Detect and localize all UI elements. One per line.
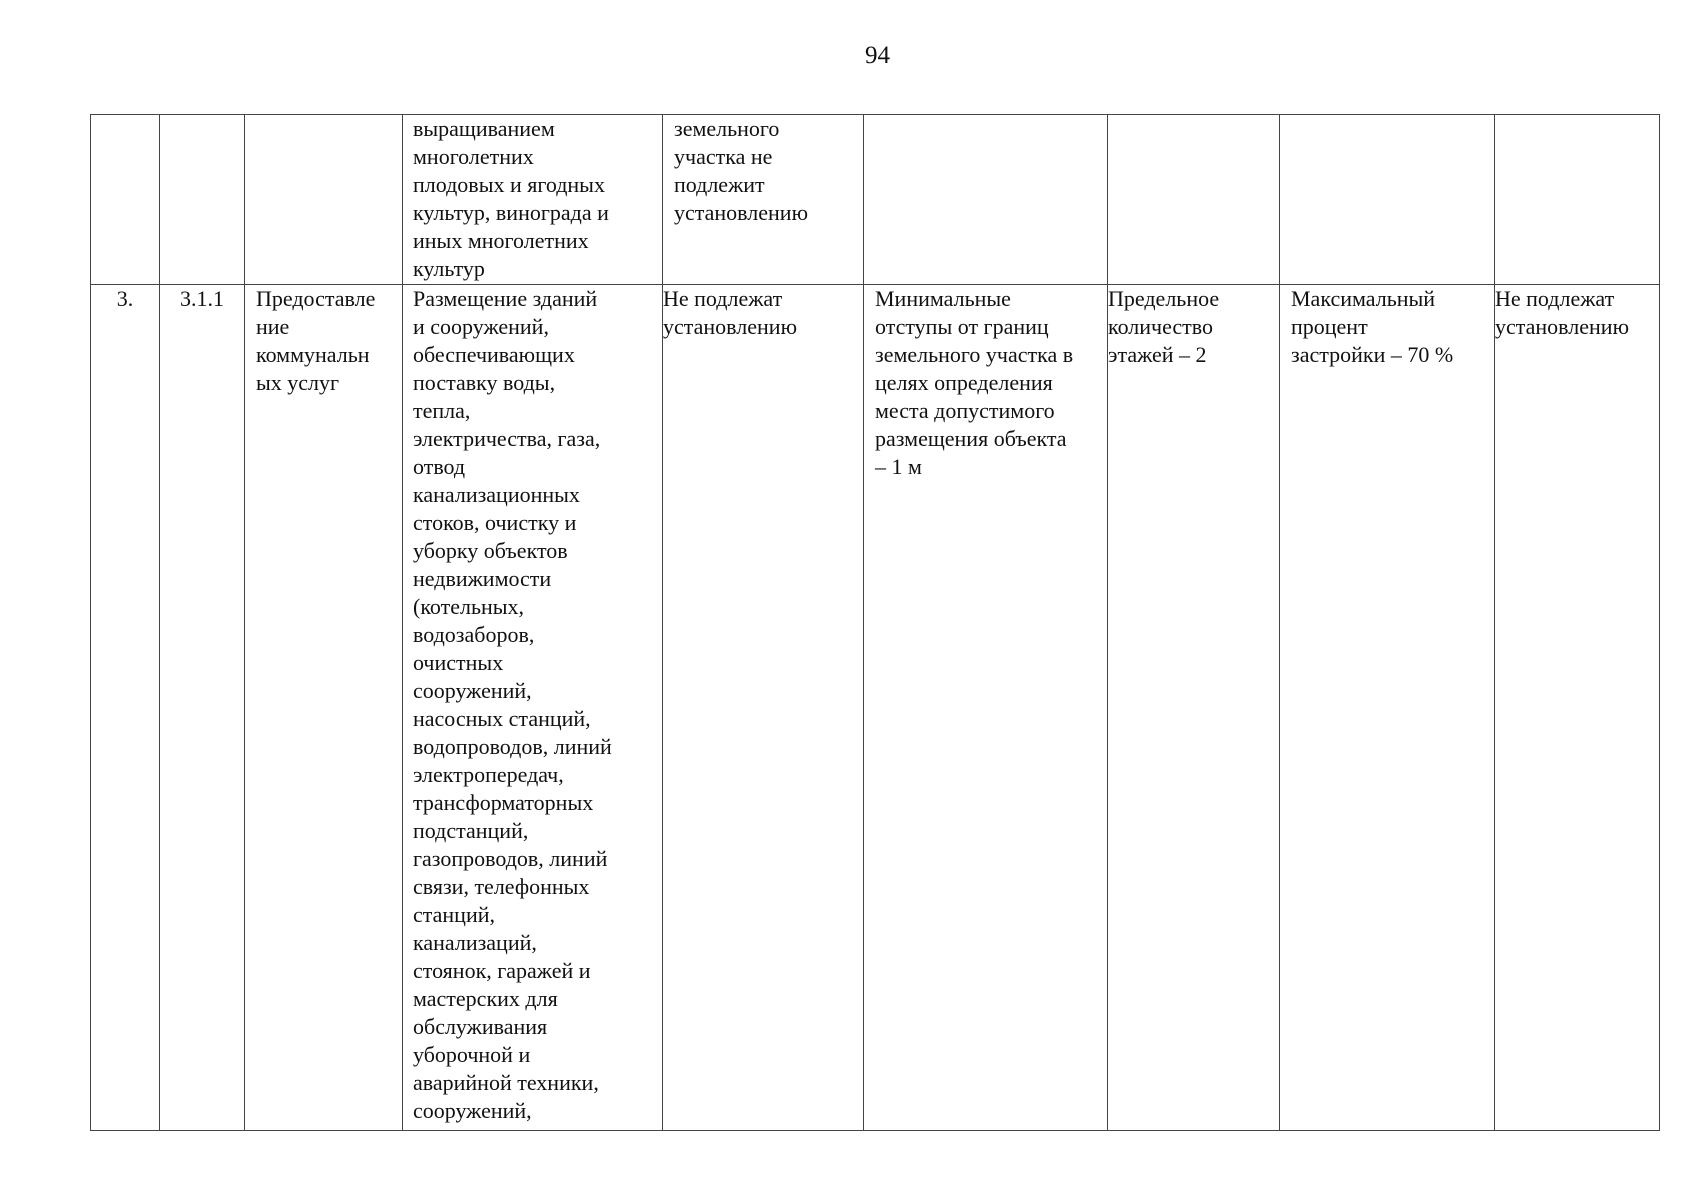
area-cell: Не подлежат установлению	[663, 285, 864, 1131]
coverage-cell	[1280, 115, 1495, 285]
setbacks-cell	[864, 115, 1108, 285]
page-number: 94	[865, 42, 890, 69]
code-cell: 3.1.1	[160, 285, 245, 1131]
description-cell: выращиванием многолетних плодовых и ягодных культур, винограда и иных многолетних культур	[403, 115, 663, 285]
row-number-cell: 3.	[91, 285, 160, 1131]
floors-cell: Предельное количество этажей – 2	[1108, 285, 1280, 1131]
description-cell: Размещение зданий и сооружений, обеспечивающих поставку воды, тепла, электричества, газа, отвод канализационных стоков, очистку и уборку объектов недвижимости (котельных, водозаборов, очистных сооружений, насосных станций, водопроводов, линий электропередач, трансформаторных подстанций, газопроводов, линий связи, телефонных станций, канализаций, стоянок, гаражей и мастерских для обслуживания уборочной и аварийной техники, сооружений,	[403, 285, 663, 1131]
table-row	[91, 115, 1660, 285]
table-row	[91, 285, 1660, 1131]
row-number-cell	[91, 115, 160, 285]
setbacks-cell: Минимальные отступы от границ земельного участка в целях определения места допустимого размещения объекта – 1 м	[864, 285, 1108, 1131]
floors-cell	[1108, 115, 1280, 285]
other-cell	[1495, 115, 1660, 285]
use-name-cell: Предоставле ние коммунальн ых услуг	[245, 285, 403, 1131]
regulations-table	[90, 114, 1660, 1131]
use-name-cell	[245, 115, 403, 285]
coverage-cell: Максимальный процент застройки – 70 %	[1280, 285, 1495, 1131]
code-cell	[160, 115, 245, 285]
other-cell: Не подлежат установлению	[1495, 285, 1660, 1131]
area-cell: земельного участка не подлежит установлению	[663, 115, 864, 285]
